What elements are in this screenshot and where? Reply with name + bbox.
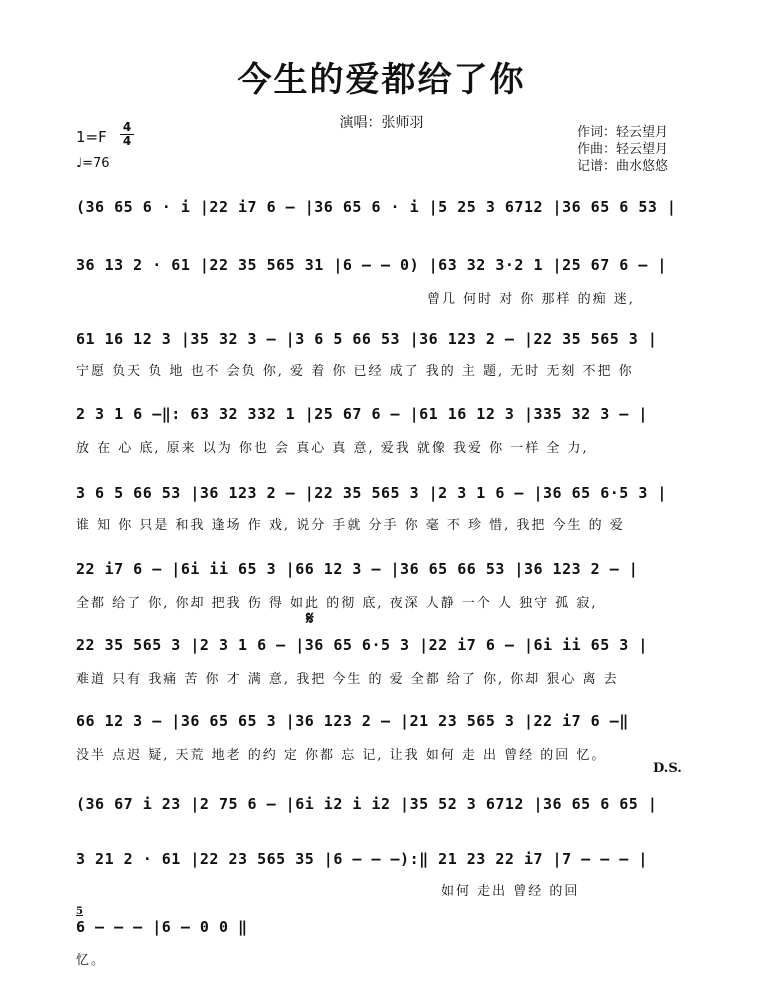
lyric-row-3: 宁愿 负天 负 地 也不 会负 你, 爱 着 你 已经 成了 我的 主 题, 无时 无刻 不把 你	[76, 364, 634, 379]
ending-number: 5	[76, 906, 83, 917]
time-signature-top: 4	[122, 120, 132, 134]
notation-row-6: 22 i7 6 – |6i ii 65 3 |66 12 3 – |36 65 66 53 |36 123 2 – |	[76, 560, 639, 578]
lyric-row-8: 没半 点迟 疑, 天荒 地老 的约 定 你都 忘 记, 让我 如何 走 出 曾经 的回 忆。	[76, 748, 607, 763]
lyricist-credit: 作词：轻云望月	[577, 125, 669, 140]
lyric-row-5: 谁 知 你 只是 和我 逢场 作 戏, 说分 手就 分手 你 毫 不 珍 惜, 我把 今生 的 爱	[76, 518, 625, 533]
time-signature-bottom: 4	[122, 134, 132, 148]
credits	[577, 124, 668, 175]
ds-mark: D.S.	[653, 761, 682, 776]
notation-row-8: 66 12 3 – |36 65 65 3 |36 123 2 – |21 23 565 3 |22 i7 6 –‖	[76, 712, 629, 730]
notation-row-3: 61 16 12 3 |35 32 3 – |3 6 5 66 53 |36 123 2 – |22 35 565 3 |	[76, 330, 658, 348]
tempo-marking: ♩=76	[76, 156, 110, 171]
transcriber-credit: 记谱：曲水悠悠	[577, 159, 669, 174]
notation-row-11: 6 – – – |6 – 0 0 ‖	[76, 918, 248, 936]
notation-row-7: 22 35 565 3 |2 3 1 6 – |36 65 6·5 3 |22 i7 6 – |6i ii 65 3 |	[76, 636, 648, 654]
segno-mark: 𝄋	[306, 608, 314, 629]
notation-row-1: (36 65 6 · i |22 i7 6 – |36 65 6 · i |5 25 3 6712 |36 65 6 53 |	[76, 198, 677, 216]
notation-row-10: 3 21 2 · 61 |22 23 565 35 |6 – – –):‖ 21 23 22 i7 |7 – – – |	[76, 850, 648, 868]
composer-credit: 作曲：轻云望月	[577, 142, 669, 157]
notation-row-4: 2 3 1 6 –‖: 63 32 332 1 |25 67 6 – |61 16 12 3 |335 32 3 – |	[76, 405, 648, 423]
lyric-row-11: 忆。	[76, 953, 107, 968]
lyric-row-7: 难道 只有 我痛 苦 你 才 满 意, 我把 今生 的 爱 全都 给了 你, 你却 狠心 离 去	[76, 672, 619, 687]
notation-row-5: 3 6 5 66 53 |36 123 2 – |22 35 565 3 |2 3 1 6 – |36 65 6·5 3 |	[76, 484, 667, 502]
lyric-row-2: 曾几 何时 对 你 那样 的痴 迷,	[427, 292, 635, 307]
key-signature: 1=F	[76, 128, 107, 146]
notation-row-2: 36 13 2 · 61 |22 35 565 31 |6 – – 0) |63 32 3·2 1 |25 67 6 – |	[76, 256, 667, 274]
notation-row-9: (36 67 i 23 |2 75 6 – |6i i2 i i2 |35 52 3 6712 |36 65 6 65 |	[76, 795, 658, 813]
singer-credit: 演唱：张师羽	[339, 115, 424, 131]
lyric-row-6: 全都 给了 你, 你却 把我 伤 得 如此 的彻 底, 夜深 人静 一个 人 独守 孤 寂,	[76, 596, 598, 611]
song-title: 今生的爱都给了你	[237, 60, 526, 100]
lyric-row-10: 如何 走出 曾经 的回	[441, 884, 580, 899]
time-signature	[120, 122, 134, 147]
lyric-row-4: 放 在 心 底, 原来 以为 你也 会 真心 真 意, 爱我 就像 我爱 你 一样 全 力,	[76, 441, 589, 456]
